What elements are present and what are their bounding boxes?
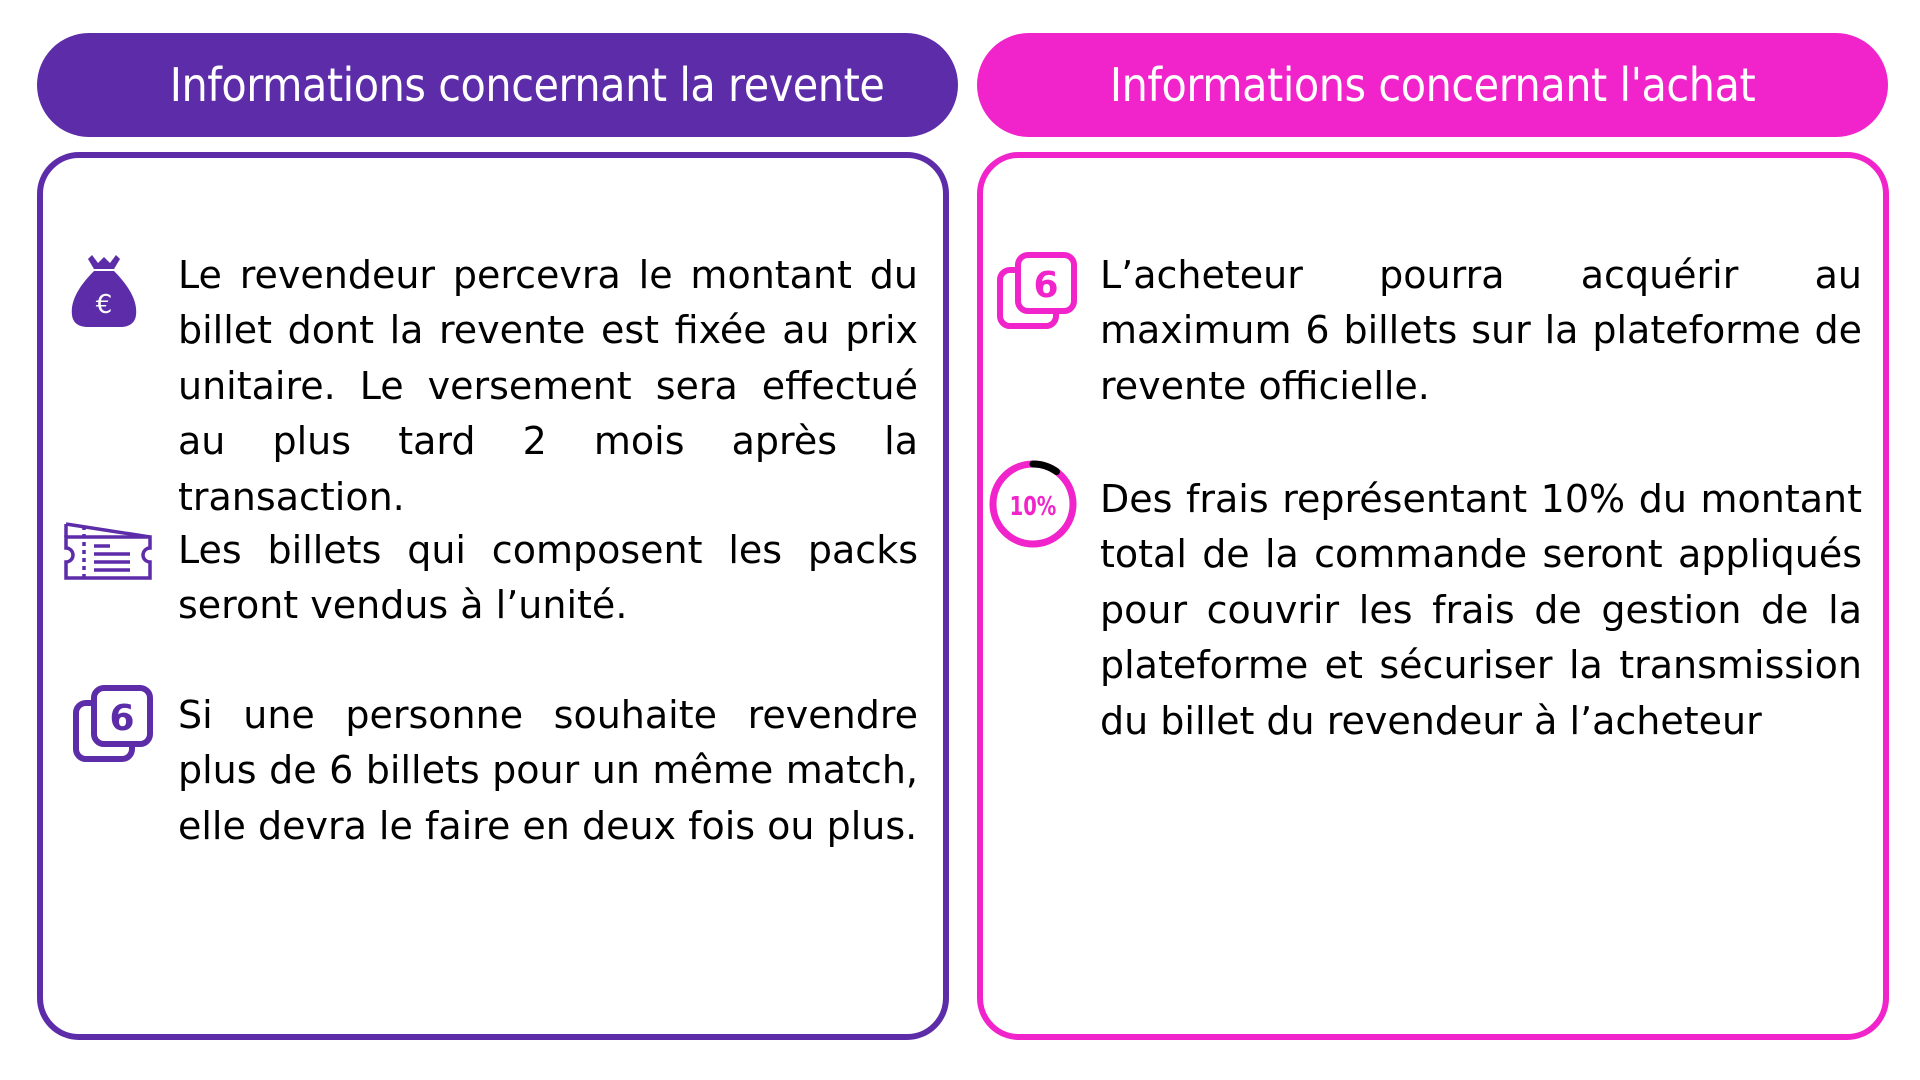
resale-header-title: Informations concernant la revente xyxy=(170,58,885,112)
purchase-header-title: Informations concernant l'achat xyxy=(1109,58,1756,112)
purchase-item-2-text xyxy=(1100,472,1862,749)
paragraph: Le revendeur percevra le montant du billet dont la revente est fixée au prix unitaire. Le versement sera effectué au plus tard 2 mois après la transaction. xyxy=(178,253,918,519)
paragraph: Si une personne souhaite revendre plus de 6 billets pour un même match, elle devra le faire en deux fois ou plus. xyxy=(178,693,918,848)
percent-ring-icon xyxy=(988,459,1078,549)
resale-item-1-text xyxy=(178,248,918,525)
paragraph: Les billets qui composent les packs seront vendus à l’unité. xyxy=(178,528,918,628)
money-bag-euro-icon xyxy=(70,253,138,328)
resale-item-2-text xyxy=(178,523,918,634)
resale-header xyxy=(37,33,958,137)
purchase-item-1-text xyxy=(1100,248,1862,414)
svg-text:6: 6 xyxy=(1033,265,1059,306)
paragraph: Des frais représentant 10% du montant total de la commande seront appliqués pour couvrir les frais de gestion de la plateforme et sécuriser la transmission du billet du revendeur à l’acheteur xyxy=(1100,477,1862,743)
purchase-header xyxy=(977,33,1888,137)
svg-text:10%: 10% xyxy=(1009,492,1057,522)
six-limit-icon xyxy=(73,685,153,763)
tickets-icon xyxy=(64,522,154,582)
six-limit-icon xyxy=(997,252,1077,330)
paragraph: L’acheteur pourra acquérir au maximum 6 billets sur la plateforme de revente officielle. xyxy=(1100,253,1862,408)
svg-text:€: € xyxy=(95,290,113,320)
svg-text:6: 6 xyxy=(109,698,135,739)
resale-item-3-text xyxy=(178,688,918,854)
